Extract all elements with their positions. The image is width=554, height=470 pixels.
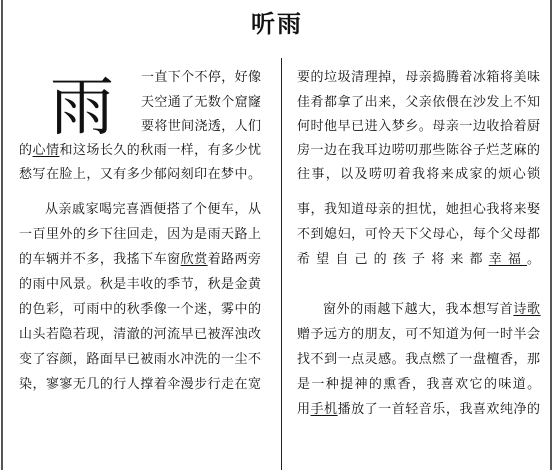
underlined-word: 手机 (310, 402, 338, 417)
text-segment: 找不到一点灵感。我点燃了一盘檀香，那 (297, 352, 541, 367)
text-segment: 是一种提神的熏香，我喜欢它的味道。 (297, 377, 542, 392)
right-paragraph-line (297, 251, 547, 269)
text-segment: 的 (19, 143, 33, 158)
text-segment: 山头若隐若现，清澈的河流早已被浑浊改 (19, 327, 262, 342)
text-segment: 要将世间浇透，人们 (141, 119, 262, 134)
text-segment: 不到媳妇，可怜天下父母心，每个父母都 (297, 227, 541, 242)
text-segment: 变了容颜，路面早已被雨水冲洗的一尘不 (19, 352, 262, 367)
text-segment: 要的垃圾清理掉，母亲捣腾着冰箱将美味 (297, 70, 541, 85)
right-paragraph-line (297, 94, 540, 112)
text-segment: 何时他早已进入梦乡。母亲一边收拾着厨 (297, 119, 541, 134)
right-paragraph-line (297, 351, 540, 369)
text-segment: 愁写在脸上，又有多少郁闷刻印在梦中。 (19, 167, 262, 182)
text-segment: 窗外的雨越下越大，我本想写首 (323, 302, 514, 317)
text-segment: 希望自己的孩子将来都 (297, 252, 489, 267)
left-paragraph-line (141, 118, 261, 136)
page-right-border (550, 0, 552, 470)
underlined-word: 心情 (32, 143, 60, 158)
text-segment: 的色彩，可雨中的秋季像一个迷，雾中的 (19, 302, 262, 317)
underlined-word: 欣赏 (180, 252, 208, 267)
left-paragraph-line (19, 142, 261, 160)
text-segment: 从亲戚家喝完喜酒便搭了个便车，从 (45, 202, 262, 217)
left-paragraph-line (45, 201, 261, 219)
left-paragraph-line (19, 276, 261, 294)
article-title: 听雨 (251, 9, 303, 38)
right-paragraph-line (297, 226, 540, 244)
text-segment: 的车辆并不多，我搖下车窗 (19, 252, 181, 267)
text-segment: 事，我知道母亲的担忧，她担心我将来娶 (297, 202, 541, 217)
right-paragraph-line (297, 142, 540, 160)
left-paragraph-line (141, 94, 261, 112)
underlined-word: 诗歌 (513, 302, 541, 317)
right-paragraph-line (323, 301, 540, 319)
page-left-border (1, 0, 3, 470)
text-segment: 佳肴都拿了出来，父亲依偎在沙发上不知 (297, 95, 541, 110)
left-paragraph-line (19, 301, 261, 319)
left-paragraph-line (141, 69, 261, 87)
left-paragraph-line (19, 166, 261, 184)
text-segment: 赠予远方的朋友，可不知道为何一时半会 (297, 327, 541, 342)
left-paragraph-line (19, 351, 261, 369)
text-segment: 一直下个不停，好像 (141, 70, 262, 85)
column-divider (281, 58, 282, 470)
right-paragraph-line (297, 69, 540, 87)
right-paragraph-line (297, 118, 540, 136)
text-segment: 。 (527, 252, 547, 267)
text-segment: 天空通了无数个窟窿 (141, 95, 262, 110)
text-segment: 用 (297, 402, 311, 417)
right-paragraph-line (297, 201, 540, 219)
drop-cap: 雨 (50, 71, 114, 145)
left-paragraph-line (19, 251, 261, 269)
right-paragraph-line (297, 376, 540, 394)
text-segment: 的雨中风景。秋是丰收的季节，秋是金黄 (19, 277, 262, 292)
text-segment: 着路两旁 (207, 252, 262, 267)
text-segment: 播放了一首轻音乐，我喜欢纯净的 (337, 402, 541, 417)
left-paragraph-line (19, 376, 261, 394)
underlined-word: 幸福 (488, 252, 528, 267)
text-segment: 房一边在我耳边唠叨那些陈谷子烂芝麻的 (297, 143, 541, 158)
right-paragraph-line (297, 401, 540, 419)
left-paragraph-line (19, 326, 261, 344)
text-segment: 一百里外的乡下往回走，因为是雨天路上 (19, 227, 262, 242)
text-segment: 往事，以及唠叨着我将来成家的烦心锁 (297, 167, 542, 182)
right-paragraph-line (297, 166, 540, 184)
text-segment: 和这场长久的秋雨一样，有多少忧 (59, 143, 262, 158)
text-segment: 染，寥寥无几的行人撑着伞漫步行走在宽 (19, 377, 262, 392)
right-paragraph-line (297, 326, 540, 344)
left-paragraph-line (19, 226, 261, 244)
